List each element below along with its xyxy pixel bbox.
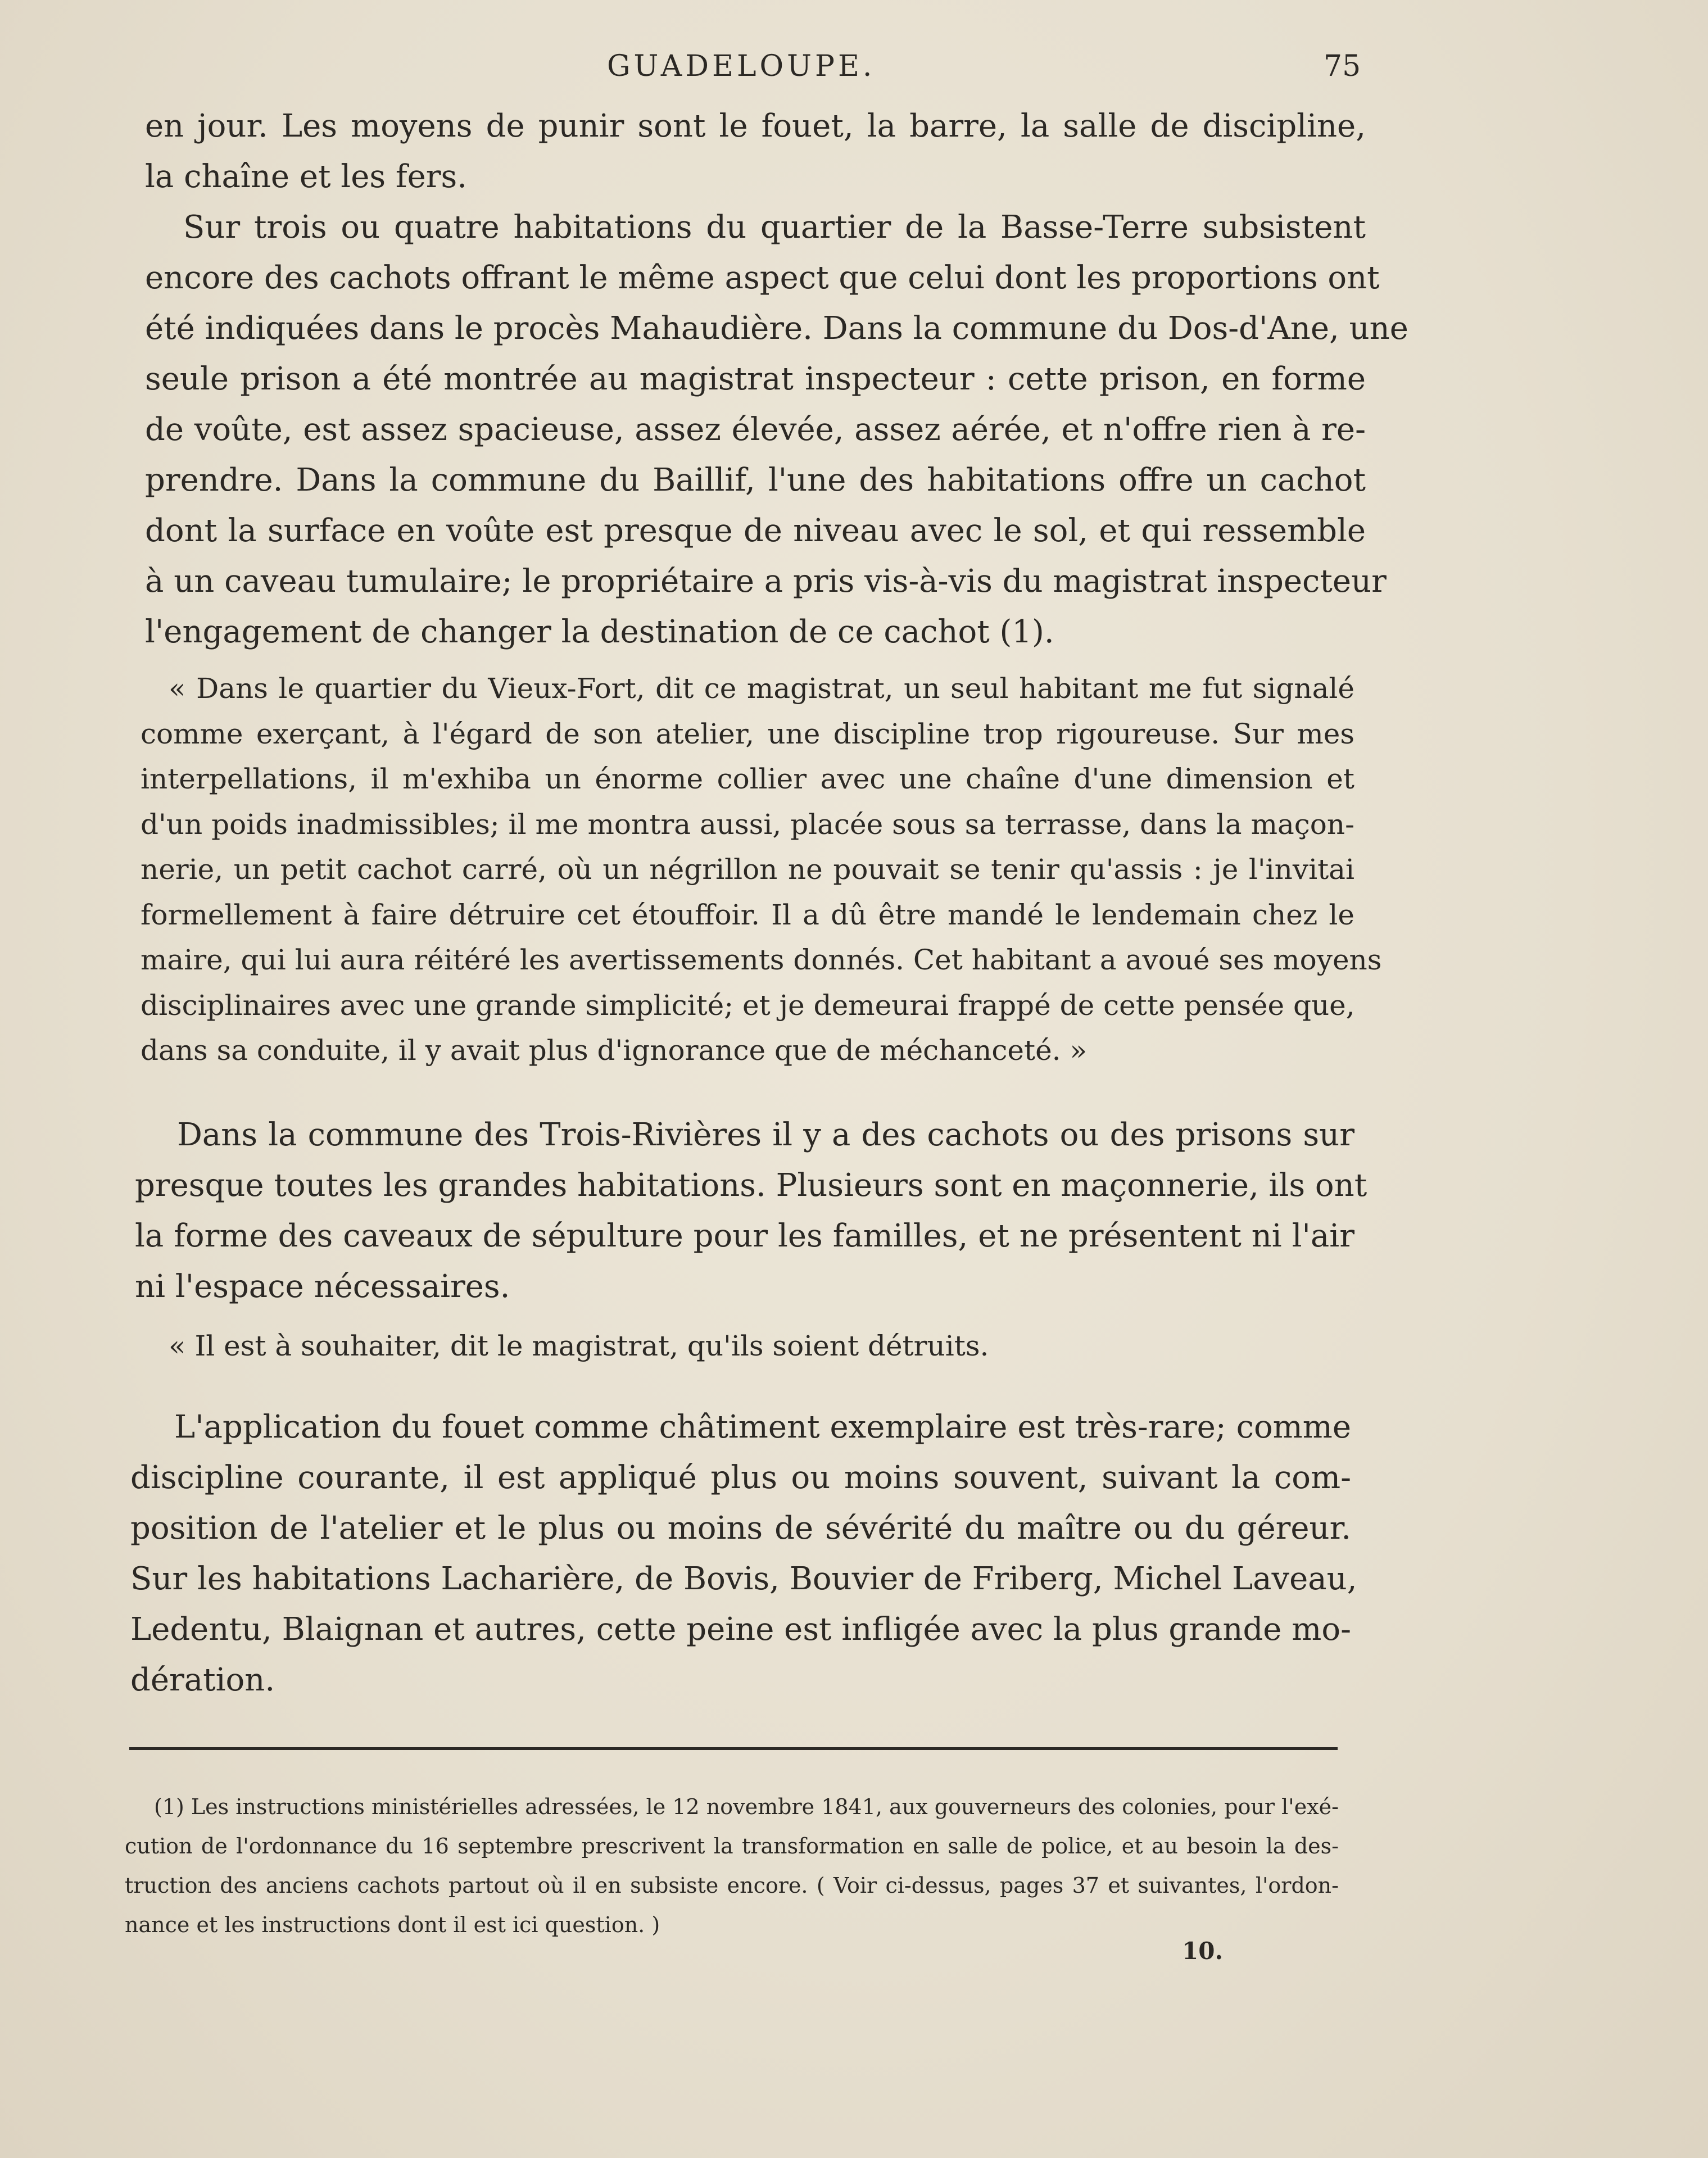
paragraph-fouet [130,1402,1357,1706]
footnote [125,1787,1339,1944]
text-line: formellement à faire détruire cet étouffoir. Il a dû être mandé le lendemain chez le [141,898,1354,931]
text-line: prendre. Dans la commune du Baillif, l'une des habitations offre un cachot [145,462,1366,498]
text-line: maire, qui lui aura réitéré les avertissements donnés. Cet habitant a avoué ses moyens [141,944,1382,976]
text-line: dont la surface en voûte est presque de niveau avec le sol, et qui ressemble [145,513,1366,549]
page-number: 75 [1324,49,1361,83]
footnote-line: nance et les instructions dont il est ici question. ) [125,1912,660,1937]
footnote-line: cution de l'ordonnance du 16 septembre prescrivent la transformation en salle de police, et au besoin la des- [125,1834,1339,1858]
text-line: comme exerçant, à l'égard de son atelier, une discipline trop rigoureuse. Sur mes [141,717,1354,750]
text-line: « Dans le quartier du Vieux-Fort, dit ce magistrat, un seul habitant me fut signalé [169,672,1354,705]
quotation-vieux-fort [141,666,1382,1073]
text-line: la forme des caveaux de sépulture pour les familles, et ne présentent ni l'air [135,1218,1354,1254]
text-line: été indiquées dans le procès Mahaudière. Dans la commune du Dos-d'Ane, une [145,310,1408,347]
text-line: nerie, un petit cachot carré, où un négrillon ne pouvait se tenir qu'assis : je l'invitai [141,853,1354,886]
text-line: d'un poids inadmissibles; il me montra aussi, placée sous sa terrasse, dans la maçon- [141,808,1354,841]
footnote-line: truction des anciens cachots partout où il en subsiste encore. ( Voir ci-dessus, pages 37 et suivantes, l'ordon- [125,1873,1339,1898]
text-line: dération. [130,1662,275,1698]
text-line: disciplinaires avec une grande simplicité; et je demeurai frappé de cette pensée que, [141,989,1355,1022]
quotation-magistrat [169,1323,1349,1369]
paragraph-trois-rivieres [135,1110,1367,1312]
signature-mark: 10. [1182,1937,1224,1965]
text-line: Ledentu, Blaignan et autres, cette peine est infligée avec la plus grande mo- [130,1611,1351,1648]
text-line: presque toutes les grandes habitations. Plusieurs sont en maçonnerie, ils ont [135,1167,1367,1204]
text-line: discipline courante, il est appliqué plus ou moins souvent, suivant la com- [130,1459,1351,1496]
footnote-line: (1) Les instructions ministérielles adressées, le 12 novembre 1841, aux gouverneurs des colonies, pour l'exé- [154,1794,1339,1819]
text-line: L'application du fouet comme châtiment exemplaire est très-rare; comme [174,1409,1351,1445]
text-line: Dans la commune des Trois-Rivières il y a des cachots ou des prisons sur [177,1117,1354,1153]
text-line: encore des cachots offrant le même aspect que celui dont les proportions ont [145,260,1380,296]
paragraph-basse-terre [145,202,1408,658]
running-title: GUADELOUPE. [607,49,876,83]
text-line: la chaîne et les fers. [145,158,468,195]
footnote-rule [129,1747,1338,1750]
text-line: seule prison a été montrée au magistrat inspecteur : cette prison, en forme [145,361,1366,397]
text-line: interpellations, il m'exhiba un énorme collier avec une chaîne d'une dimension et [141,763,1354,795]
text-line: Sur trois ou quatre habitations du quartier de la Basse-Terre subsistent [183,209,1366,246]
text-line: en jour. Les moyens de punir sont le fouet, la barre, la salle de discipline, [145,108,1366,144]
text-line: ni l'espace nécessaires. [135,1268,510,1305]
text-line: de voûte, est assez spacieuse, assez élevée, assez aérée, et n'offre rien à re- [145,411,1366,448]
text-line: Sur les habitations Lacharière, de Bovis, Bouvier de Friberg, Michel Laveau, [130,1561,1357,1597]
text-line: « Il est à souhaiter, dit le magistrat, qu'ils soient détruits. [169,1330,989,1362]
text-line: position de l'atelier et le plus ou moins de sévérité du maître ou du géreur. [130,1510,1351,1547]
text-line: dans sa conduite, il y avait plus d'ignorance que de méchanceté. » [141,1034,1088,1067]
text-line: à un caveau tumulaire; le propriétaire a pris vis-à-vis du magistrat inspecteur [145,563,1387,600]
text-line: l'engagement de changer la destination de ce cachot (1). [145,614,1054,650]
paragraph-continuation [145,101,1366,202]
